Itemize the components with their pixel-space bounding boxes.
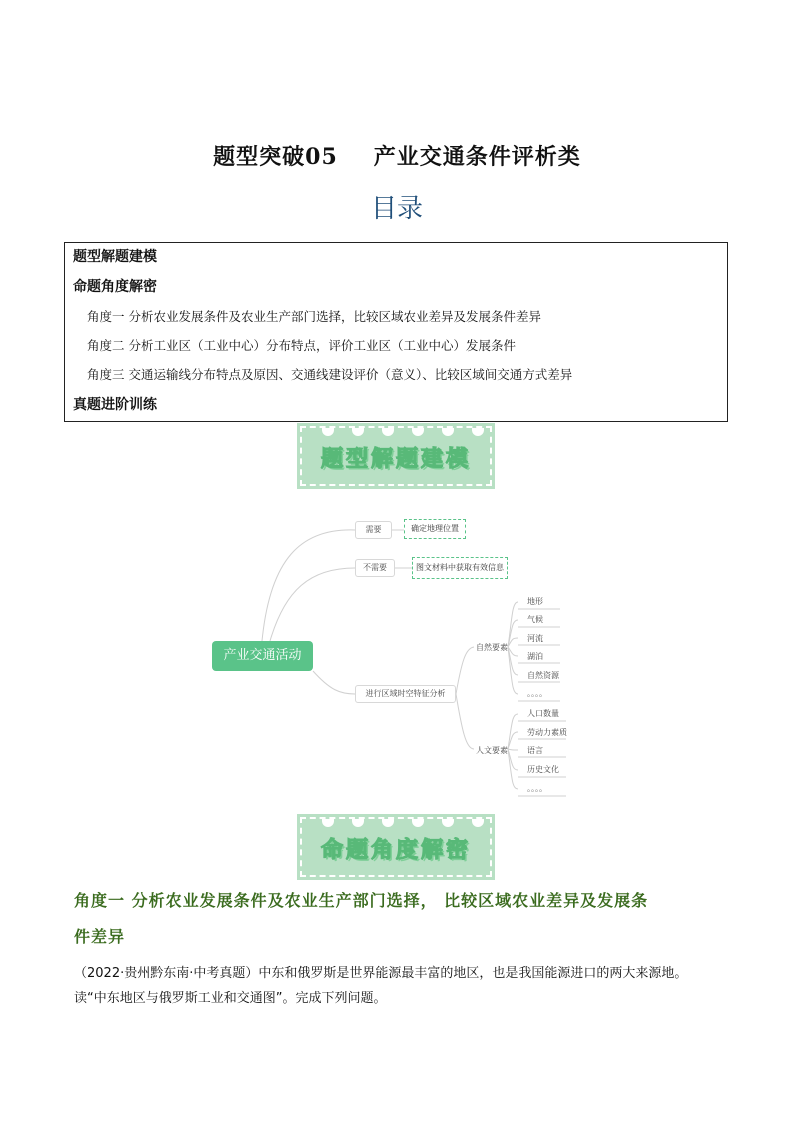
mindmap-natural-item: 地形	[527, 597, 543, 606]
banner-modeling	[300, 426, 492, 486]
banner-decoding-text: 命题角度解密	[320, 838, 471, 863]
mindmap-human-item: 语言	[527, 746, 543, 755]
mindmap-noneed-leaf: 图文材料中获取有效信息	[412, 557, 508, 579]
mindmap-natural-item: 自然资源	[527, 671, 559, 680]
mindmap-natural-item: 河流	[527, 634, 543, 643]
toc-item-modeling[interactable]: 题型解题建模	[73, 249, 157, 265]
question-text-line1: （2022·贵州黔东南·中考真题）中东和俄罗斯是世界能源最丰富的地区，也是我国能源进口的两大来源地。	[74, 966, 688, 981]
mindmap-human-label: 人文要素	[476, 746, 508, 755]
mindmap-branch-noneed: 不需要	[355, 559, 395, 577]
banner-modeling-text: 题型解题建模	[320, 447, 471, 472]
title-left: 题型突破05	[213, 144, 338, 170]
mindmap-natural-item: 湖泊	[527, 652, 543, 661]
mindmap-human-item: 历史文化	[527, 765, 559, 774]
mindmap-branch-analysis: 进行区域时空特征分析	[355, 685, 456, 703]
toc-item-exam-training[interactable]: 真题进阶训练	[73, 397, 157, 413]
toc-item-angle-3[interactable]: 角度三 交通运输线分布特点及原因、交通线建设评价（意义）、比较区域间交通方式差异	[87, 367, 573, 382]
question-text-line2: 读“中东地区与俄罗斯工业和交通图”。完成下列问题。	[74, 991, 387, 1006]
mindmap-need-leaf: 确定地理位置	[404, 519, 466, 539]
angle-1-heading-line1: 角度一 分析农业发展条件及农业生产部门选择， 比较区域农业差异及发展条	[74, 891, 649, 910]
page-title	[0, 140, 794, 171]
toc-item-decoding[interactable]: 命题角度解密	[73, 279, 157, 295]
title-right: 产业交通条件评析类	[373, 144, 581, 170]
toc-item-angle-1[interactable]: 角度一 分析农业发展条件及农业生产部门选择，比较区域农业差异及发展条件差异	[87, 309, 541, 324]
mindmap-human-item: 。。。。	[527, 784, 547, 793]
mindmap-center: 产业交通活动	[212, 641, 313, 671]
toc-item-angle-2[interactable]: 角度二 分析工业区（工业中心）分布特点，评价工业区（工业中心）发展条件	[87, 338, 516, 353]
toc-heading: 目录	[370, 194, 423, 224]
mindmap-branch-need: 需要	[355, 521, 392, 539]
mindmap-natural-label: 自然要素	[476, 643, 508, 652]
angle-1-heading-line2: 件差异	[74, 927, 126, 946]
mindmap-human-item: 人口数量	[527, 709, 559, 718]
table-of-contents	[64, 242, 728, 422]
banner-decoding	[300, 817, 492, 877]
mindmap-natural-item: 。。。。	[527, 689, 547, 698]
mindmap-natural-item: 气候	[527, 615, 543, 624]
mindmap-human-item: 劳动力素质	[527, 728, 567, 737]
